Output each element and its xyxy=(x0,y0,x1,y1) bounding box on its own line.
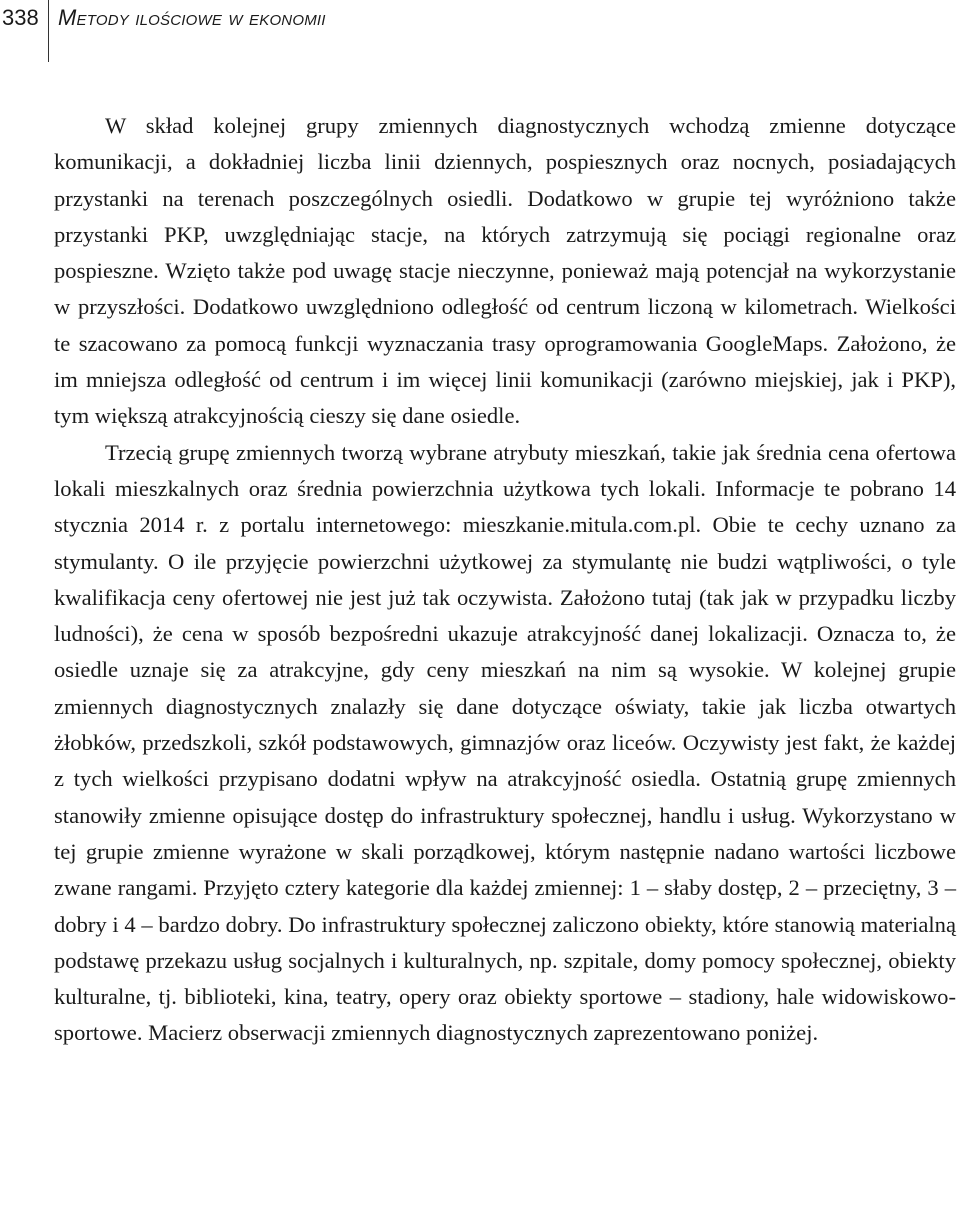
page-header xyxy=(0,0,960,70)
page-number: 338 xyxy=(2,5,39,30)
paragraph-housing-education-infrastructure: Trzecią grupę zmiennych tworzą wybrane atrybuty mieszkań, takie jak średnia cena ofertowa lokali mieszkalnych oraz średnia powierzchnia użytkowa tych lokali. Informacje te pobrano 14 stycznia 2014 r. z portalu internetowego: mieszkanie.mitula.com.pl. Obie te cechy uznano za stymulanty. O ile przyjęcie powierzchni użytkowej za stymulantę nie budzi wątpliwości, o tyle kwalifikacja ceny ofertowej nie jest już tak oczywista. Założono tutaj (tak jak w przypadku liczby ludności), że cena w sposób bezpośredni ukazuje atrakcyjność danej lokalizacji. Oznacza to, że osiedle uznaje się za atrakcyjne, gdy ceny mieszkań na nim są wysokie. W kolejnej grupie zmiennych diagnostycznych znalazły się dane dotyczące oświaty, takie jak liczba otwartych żłobków, przedszkoli, szkół podstawowych, gimnazjów oraz liceów. Oczywisty jest fakt, że każdej z tych wielkości przypisano dodatni wpływ na atrakcyjność osiedla. Ostatnią grupę zmiennych stanowiły zmienne opisujące dostęp do infrastruktury społecznej, handlu i usług. Wykorzystano w tej grupie zmienne wyrażone w skali porządkowej, którym następnie nadano wartości liczbowe zwane rangami. Przyjęto cztery kategorie dla każdej zmiennej: 1 – słaby dostęp, 2 – przeciętny, 3 – dobry i 4 – bardzo dobry. Do infrastruktury społecznej zaliczono obiekty, które stanowią materialną podstawę przekazu usług socjalnych i kulturalnych, np. szpitale, domy pomocy społecznej, obiekty kulturalne, tj. biblioteki, kina, teatry, opery oraz obiekty sportowe – stadiony, hale widowiskowo-sportowe. Macierz obserwacji zmiennych diagnostycznych zaprezentowano poniżej. xyxy=(54,439,956,1046)
paragraph-transport: W skład kolejnej grupy zmiennych diagnostycznych wchodzą zmienne dotyczące komunikacji, a dokładniej liczba linii dziennych, pospiesznych oraz nocnych, posiadających przystanki na terenach poszczególnych osiedli. Dodatkowo w grupie tej wyróżniono także przystanki PKP, uwzględniając stacje, na których zatrzymują się pociągi regionalne oraz pospieszne. Wzięto także pod uwagę stacje nieczynne, ponieważ mają potencjał na wykorzystanie w przyszłości. Dodatkowo uwzględniono odległość od centrum liczoną w kilometrach. Wielkości te szacowano za pomocą funkcji wyznaczania trasy oprogramowania GoogleMaps. Założono, że im mniejsza odległość od centrum i im więcej linii komunikacji (zarówno miejskiej, jak i PKP), tym większą atrakcyjnością cieszy się dane osiedle. xyxy=(54,113,956,429)
header-divider xyxy=(48,0,49,62)
running-title: Metody ilościowe w ekonomii xyxy=(58,5,326,30)
body-text xyxy=(54,108,956,1052)
